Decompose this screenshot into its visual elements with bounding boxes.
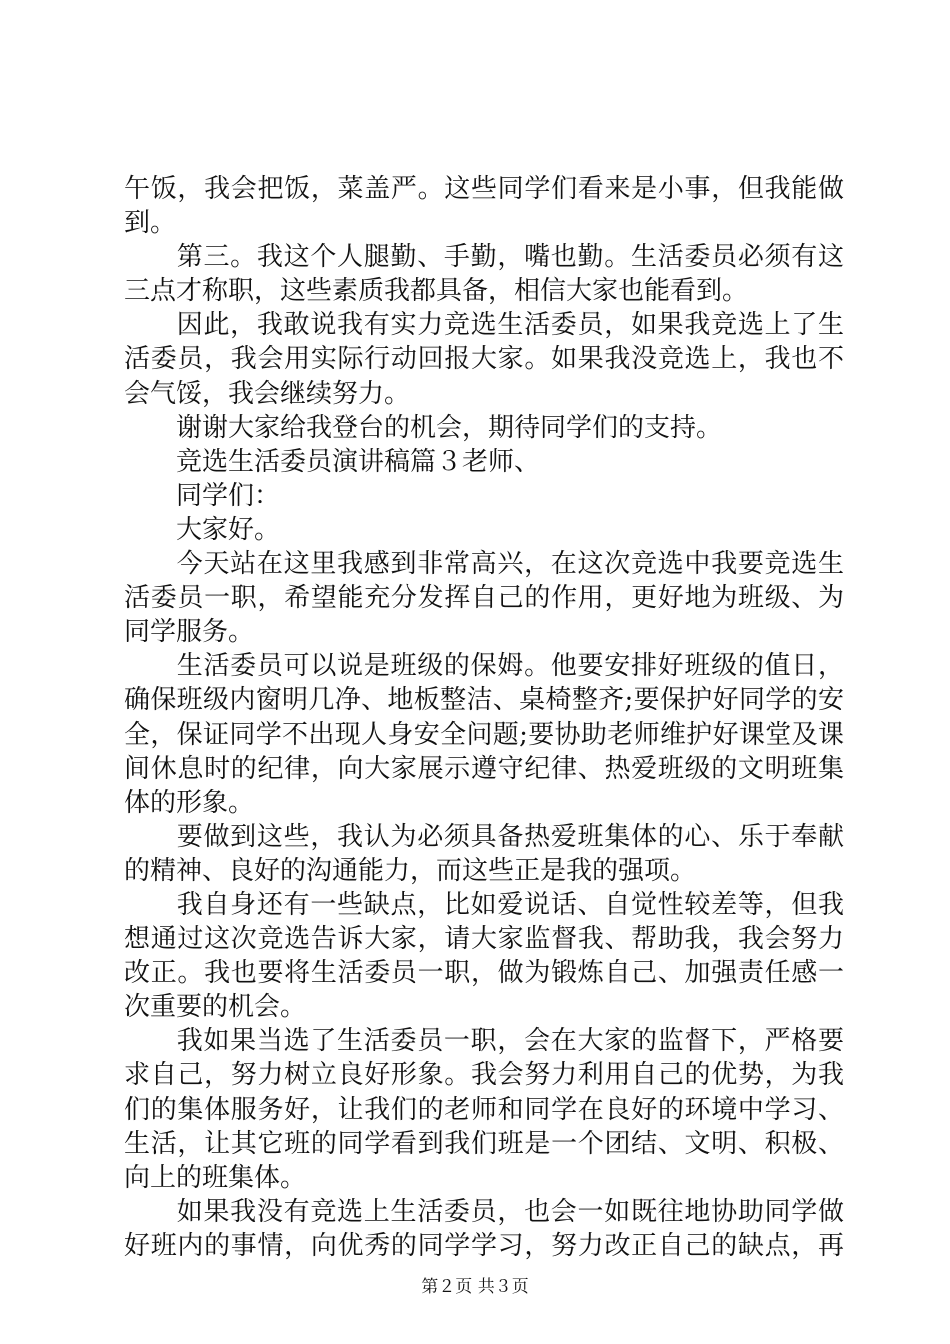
text-line: [124, 990, 844, 1024]
text-line-content: 到。: [124, 208, 177, 239]
text-line: [124, 786, 844, 820]
text-line: [124, 1058, 844, 1092]
text-line: [124, 1093, 844, 1127]
text-line-content: 第三。我这个人腿勤、手勤，嘴也勤。生活委员必须有这: [176, 242, 844, 273]
text-line-content: 生活，让其它班的同学看到我们班是一个团结、文明、积极、: [124, 1128, 844, 1159]
text-line: [124, 1161, 844, 1195]
text-line: [124, 1195, 844, 1229]
text-line: [124, 308, 844, 342]
text-line-content: 会气馁，我会继续努力。: [124, 378, 411, 409]
text-line-content: 如果我没有竞选上生活委员，也会一如既往地协助同学做: [176, 1196, 844, 1227]
text-line: [124, 581, 844, 615]
text-line: [124, 956, 844, 990]
text-line-content: 我自身还有一些缺点，比如爱说话、自觉性较差等，但我: [176, 889, 844, 920]
text-line-content: 确保班级内窗明几净、地板整洁、桌椅整齐;要保护好同学的安: [124, 685, 844, 716]
text-line-content: 今天站在这里我感到非常高兴，在这次竞选中我要竞选生: [176, 549, 844, 580]
text-line: [124, 649, 844, 683]
text-line: [124, 547, 844, 581]
text-line-content: 同学们：: [176, 480, 281, 511]
text-line-content: 谢谢大家给我登台的机会，期待同学们的支持。: [176, 412, 723, 443]
text-line-content: 求自己，努力树立良好形象。我会努力利用自己的优势，为我: [124, 1060, 844, 1091]
text-line-content: 因此，我敢说我有实力竞选生活委员，如果我竞选上了生: [176, 310, 844, 341]
text-line-content: 三点才称职，这些素质我都具备，相信大家也能看到。: [124, 276, 749, 307]
text-line: [124, 206, 844, 240]
text-line: [124, 922, 844, 956]
text-line-content: 要做到这些，我认为必须具备热爱班集体的心、乐于奉献: [176, 821, 844, 852]
text-line: [124, 445, 844, 479]
text-line-content: 想通过这次竞选告诉大家，请大家监督我、帮助我，我会努力: [124, 924, 844, 955]
text-line: [124, 479, 844, 513]
text-line-content: 同学服务。: [124, 617, 255, 648]
text-line: [124, 513, 844, 547]
text-line-content: 间休息时的纪律，向大家展示遵守纪律、热爱班级的文明班集: [124, 753, 844, 784]
text-line: [124, 752, 844, 786]
text-line: [124, 342, 844, 376]
text-line: [124, 888, 844, 922]
text-line-content: 我如果当选了生活委员一职，会在大家的监督下，严格要: [176, 1026, 844, 1057]
text-line-content: 的精神、良好的沟通能力，而这些正是我的强项。: [124, 855, 697, 886]
page-footer: 第２页 共３页: [421, 1277, 529, 1297]
text-line-content: 活委员，我会用实际行动回报大家。如果我没竞选上，我也不: [124, 344, 844, 375]
text-line: [124, 1229, 844, 1263]
text-line: [124, 411, 844, 445]
text-line-content: 全，保证同学不出现人身安全问题;要协助老师维护好课堂及课: [124, 719, 844, 750]
text-line-content: 们的集体服务好，让我们的老师和同学在良好的环境中学习、: [124, 1094, 844, 1125]
text-line-content: 活委员一职，希望能充分发挥自己的作用，更好地为班级、为: [124, 583, 844, 614]
text-line: [124, 274, 844, 308]
text-line: [124, 718, 844, 752]
text-line-content: 向上的班集体。: [124, 1162, 307, 1193]
text-line: [124, 683, 844, 717]
text-line-content: 好班内的事情，向优秀的同学学习，努力改正自己的缺点，再: [124, 1230, 844, 1261]
text-line-content: 体的形象。: [124, 787, 255, 818]
text-line-content: 竞选生活委员演讲稿篇３老师、: [176, 446, 541, 477]
text-line: [124, 1127, 844, 1161]
text-line: [124, 377, 844, 411]
text-line-content: 午饭，我会把饭，菜盖严。这些同学们看来是小事，但我能做: [124, 174, 844, 204]
text-line-content: 次重要的机会。: [124, 992, 307, 1023]
text-line-content: 大家好。: [176, 514, 281, 545]
text-line-content: 生活委员可以说是班级的保姆。他要安排好班级的值日，: [176, 651, 844, 682]
text-line: [124, 615, 844, 649]
text-line-content: 改正。我也要将生活委员一职，做为锻炼自己、加强责任感一: [124, 958, 844, 989]
text-line: [124, 240, 844, 274]
text-line: [124, 172, 844, 206]
document-body: [124, 172, 844, 1263]
text-line: [124, 820, 844, 854]
text-line: [124, 1024, 844, 1058]
text-line: [124, 854, 844, 888]
